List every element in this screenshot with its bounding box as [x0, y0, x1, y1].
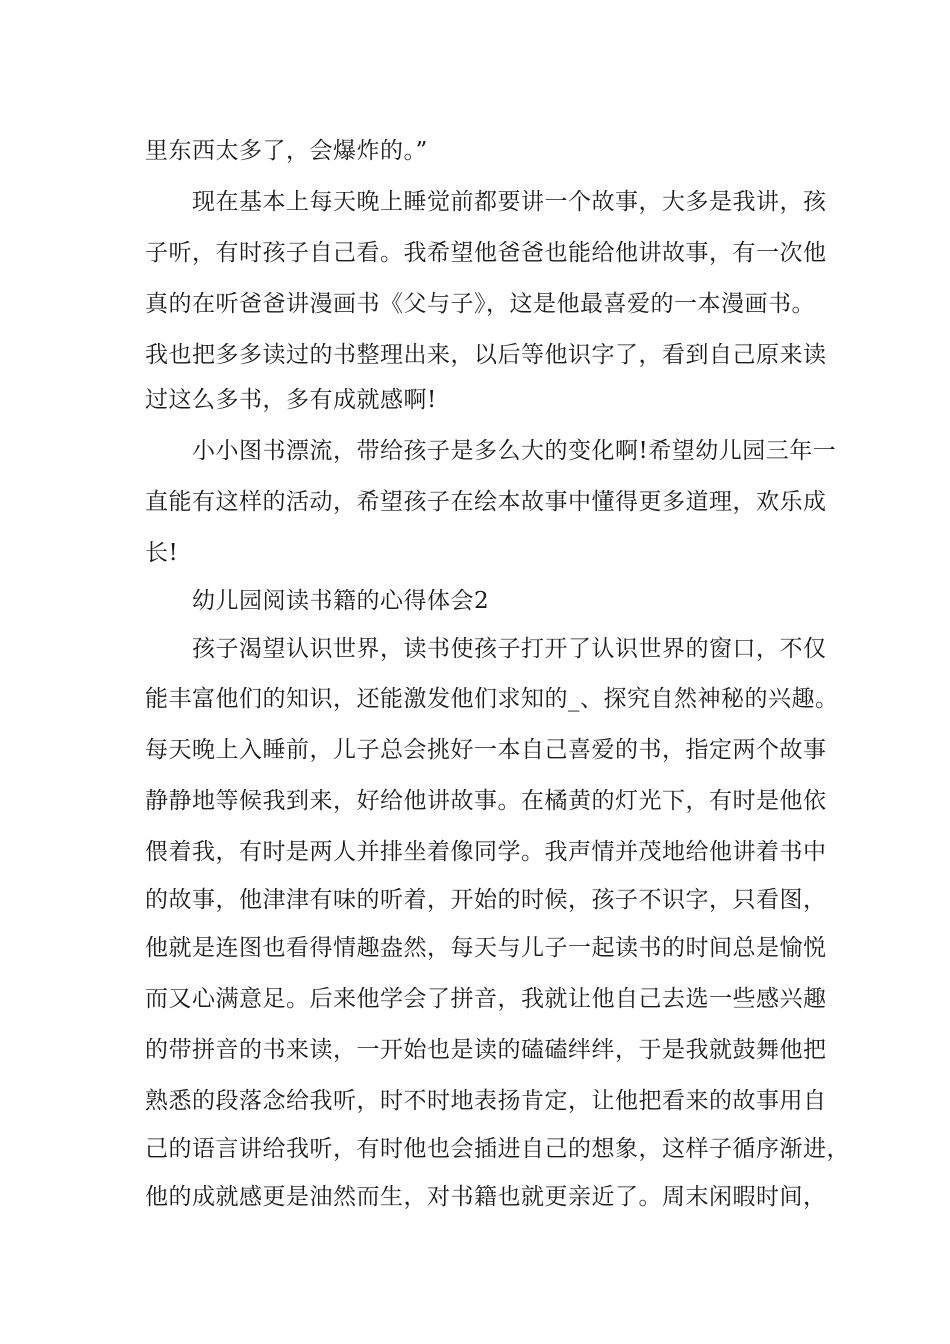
text-line: 直能有这样的活动，希望孩子在绘本故事中懂得更多道理，欢乐成: [145, 489, 827, 515]
text-line: 我也把多多读过的书整理出来，以后等他识字了，看到自己原来读: [145, 342, 827, 368]
text-line: 过这么多书，多有成就感啊!: [145, 387, 437, 413]
text-line: 长!: [145, 540, 179, 566]
text-line: 偎着我，有时是两人并排坐着像同学。我声情并茂地给他讲着书中: [145, 839, 827, 865]
text-line: 而又心满意足。后来他学会了拼音，我就让他自己去选一些感兴趣: [145, 986, 827, 1012]
text-line: 里东西太多了，会爆炸的。”: [145, 138, 428, 164]
text-line: 他就是连图也看得情趣盎然，每天与儿子一起读书的时间总是愉悦: [145, 935, 827, 961]
section-heading: 幼儿园阅读书籍的心得体会2: [192, 588, 490, 614]
text-line: 静静地等候我到来，好给他讲故事。在橘黄的灯光下，有时是他依: [145, 788, 827, 814]
text-line: 己的语言讲给我听，有时他也会插进自己的想象，这样子循序渐进，: [145, 1136, 850, 1162]
text-line: 他的成就感更是油然而生，对书籍也就更亲近了。周末闲暇时间，: [145, 1184, 827, 1210]
paragraph-start-line: 小小图书漂流，带给孩子是多么大的变化啊!希望幼儿园三年一: [192, 438, 837, 464]
text-line: 能丰富他们的知识，还能激发他们求知的_、探究自然神秘的兴趣。: [145, 686, 839, 712]
text-line: 每天晚上入睡前，儿子总会挑好一本自己喜爱的书，指定两个故事: [145, 737, 827, 763]
paragraph-start-line: 现在基本上每天晚上睡觉前都要讲一个故事，大多是我讲，孩: [192, 189, 827, 215]
text-line: 的故事，他津津有味的听着，开始的时候，孩子不识字，只看图，: [145, 887, 827, 913]
paragraph-start-line: 孩子渴望认识世界，读书使孩子打开了认识世界的窗口，不仅: [192, 636, 827, 662]
text-line: 的带拼音的书来读，一开始也是读的磕磕绊绊，于是我就鼓舞他把: [145, 1037, 827, 1063]
text-line: 熟悉的段落念给我听，时不时地表扬肯定，让他把看来的故事用自: [145, 1088, 827, 1114]
text-line: 子听，有时孩子自己看。我希望他爸爸也能给他讲故事，有一次他: [145, 240, 827, 266]
text-line: 真的在听爸爸讲漫画书《父与子》，这是他最喜爱的一本漫画书。: [145, 291, 815, 317]
